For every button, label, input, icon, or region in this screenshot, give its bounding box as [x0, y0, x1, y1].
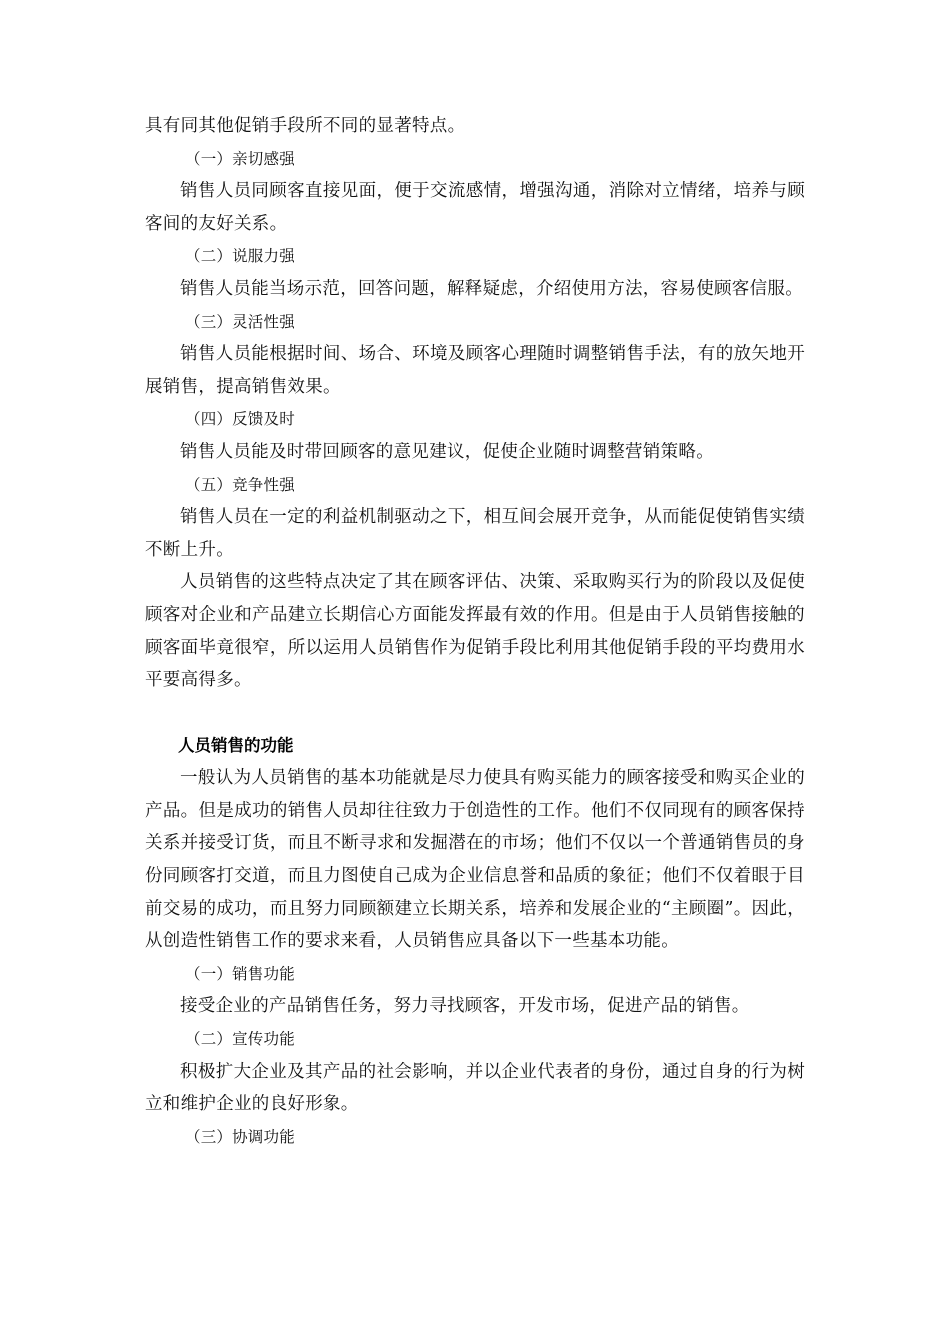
item-heading: （三）灵活性强: [185, 312, 295, 331]
item-heading: （二）说服力强: [185, 247, 295, 266]
item-heading: （二）宣传功能: [185, 1030, 295, 1049]
item-body: 销售人员同顾客直接见面，便于交流感情，增强沟通，消除对立情绪，培养与顾客间的友好关系。: [145, 181, 805, 234]
paragraph-intro: 一般认为人员销售的基本功能就是尽力使具有购买能力的顾客接受和购买企业的产品。但是成功的销售人员却往往致力于创造性的工作。他们不仅同现有的顾客保持关系并接受订货，而且不断寻求和发掘潜在的市场；他们不仅以一个普通销售员的身份同顾客打交道，而且力图使自己成为企业信息誉和品质的象征；他们不仅着眼于目前交易的成功，而且努力同顾额建立长期关系，培养和发展企业的“主顾圈”。因此，从创造性销售工作的要求来看，人员销售应具备以下一些基本功能。: [145, 768, 805, 952]
item-heading: （一）亲切感强: [185, 149, 295, 168]
section-title: 人员销售的功能: [178, 735, 294, 755]
item-body: 销售人员在一定的利益机制驱动之下，相互间会展开竞争，从而能促使销售实绩不断上升。: [145, 507, 805, 560]
item-body: 接受企业的产品销售任务，努力寻找顾客，开发市场，促进产品的销售。: [180, 996, 750, 1017]
item-heading: （五）竞争性强: [185, 475, 295, 494]
item-body: 销售人员能当场示范，回答问题，解释疑虑，介绍使用方法，容易使顾客信服。: [180, 278, 803, 299]
item-heading: （四）反馈及时: [185, 410, 295, 429]
paragraph-lead: 具有同其他促销手段所不同的显著特点。: [145, 116, 466, 136]
item-body: 销售人员能根据时间、场合、环境及顾客心理随时调整销售手法，有的放矢地开展销售，提高销售效果。: [145, 344, 805, 397]
item-body: 积极扩大企业及其产品的社会影响，并以企业代表者的身份，通过自身的行为树立和维护企业的良好形象。: [145, 1061, 805, 1115]
item-heading: （一）销售功能: [185, 964, 295, 983]
item-body: 销售人员能及时带回顾客的意见建议，促使企业随时调整营销策略。: [180, 441, 714, 462]
paragraph-conclusion: 人员销售的这些特点决定了其在顾客评估、决策、采取购买行为的阶段以及促使顾客对企业和产品建立长期信心方面能发挥最有效的作用。但是由于人员销售接触的顾客面毕竟很窄，所以运用人员销售作为促销手段比利用其他促销手段的平均费用水平要高得多。: [145, 572, 805, 691]
document-body: [145, 110, 805, 1153]
item-heading: （三）协调功能: [185, 1127, 295, 1146]
